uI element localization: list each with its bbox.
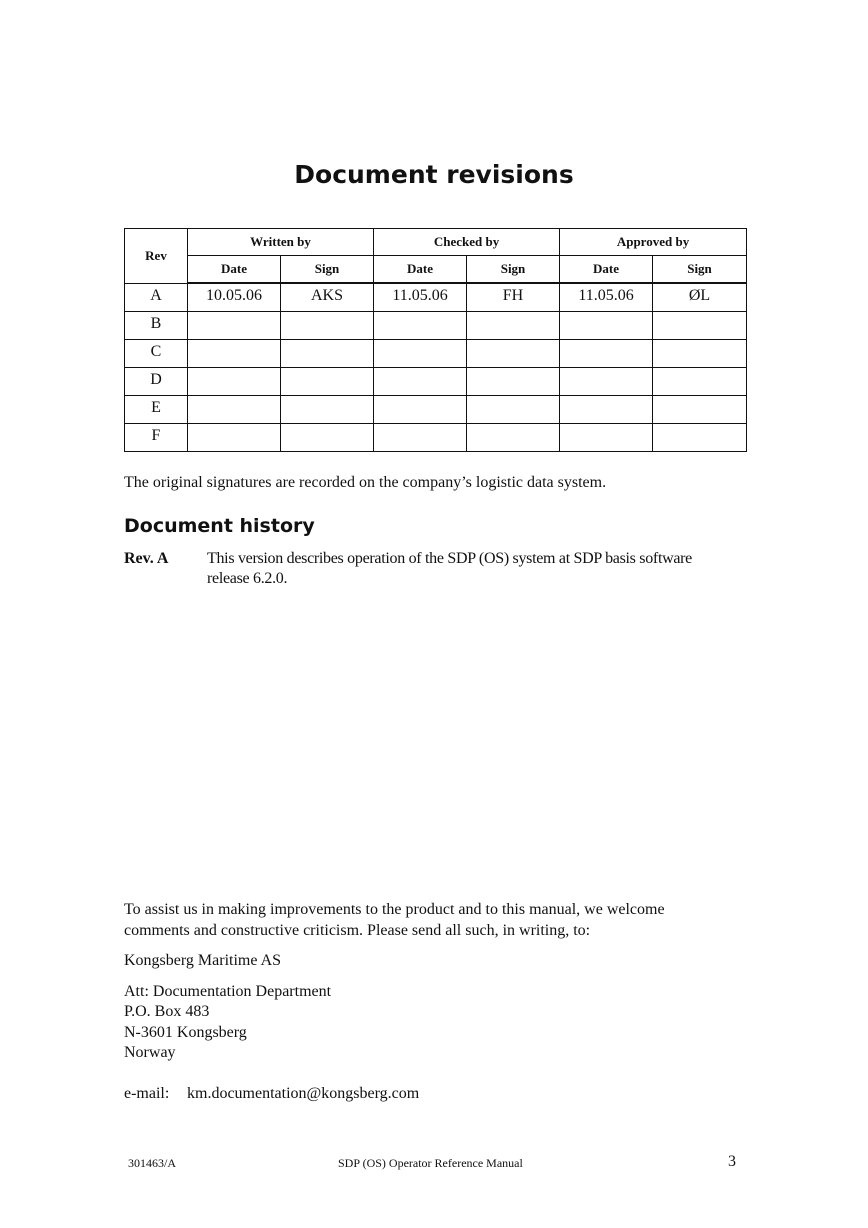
- address-line: Att: Documentation Department: [124, 982, 332, 1000]
- table-cell: 11.05.06: [374, 283, 467, 311]
- table-cell: [467, 311, 560, 339]
- history-entry-text: [207, 549, 747, 589]
- table-cell: [653, 367, 747, 395]
- table-cell: [653, 339, 747, 367]
- column-header: Sign: [653, 256, 747, 284]
- table-cell: [281, 339, 374, 367]
- table-cell: F: [125, 423, 188, 451]
- table-cell: [281, 395, 374, 423]
- table-row: [125, 395, 747, 423]
- table-subheader-row: [125, 256, 747, 284]
- table-row: [125, 423, 747, 451]
- table-cell: [560, 339, 653, 367]
- email-line: [124, 1084, 764, 1105]
- table-cell: B: [125, 311, 188, 339]
- table-cell: [374, 367, 467, 395]
- table-cell: [467, 367, 560, 395]
- contact-intro-line: comments and constructive criticism. Please send all such, in writing, to:: [124, 921, 591, 939]
- table-cell: [653, 423, 747, 451]
- table-cell: [560, 395, 653, 423]
- approved-by-header: Approved by: [560, 229, 747, 256]
- email-address: km.documentation@kongsberg.com: [187, 1084, 420, 1102]
- address-line: N-3601 Kongsberg: [124, 1023, 247, 1041]
- address-line: P.O. Box 483: [124, 1003, 210, 1020]
- signature-note: The original signatures are recorded on the company’s logistic data system.: [124, 474, 607, 491]
- column-header: Sign: [467, 256, 560, 284]
- checked-by-header: Checked by: [374, 229, 560, 256]
- written-by-header: Written by: [188, 229, 374, 256]
- document-number: 301463/A: [128, 1156, 176, 1170]
- table-cell: [374, 339, 467, 367]
- table-cell: [281, 311, 374, 339]
- table-cell: [281, 423, 374, 451]
- manual-title: SDP (OS) Operator Reference Manual: [338, 1156, 523, 1170]
- history-entry-line: This version describes operation of the SDP (OS) system at SDP basis software: [207, 550, 692, 567]
- table-row: [125, 339, 747, 367]
- table-row: [125, 283, 747, 311]
- table-cell: [374, 311, 467, 339]
- page-number: 3: [728, 1153, 736, 1170]
- table-cell: [560, 423, 653, 451]
- address-line: Norway: [124, 1044, 176, 1061]
- column-header: Date: [188, 256, 281, 284]
- revisions-table: [124, 228, 747, 452]
- table-cell: [374, 423, 467, 451]
- table-cell: [560, 311, 653, 339]
- rev-column-header: Rev: [125, 229, 188, 284]
- table-cell: A: [125, 283, 188, 311]
- table-cell: 10.05.06: [188, 283, 281, 311]
- table-cell: [188, 423, 281, 451]
- table-cell: [467, 423, 560, 451]
- table-cell: E: [125, 395, 188, 423]
- contact-intro-line: To assist us in making improvements to the product and to this manual, we welcome: [124, 901, 665, 918]
- table-cell: [560, 367, 653, 395]
- history-entry-label: Rev. A: [124, 550, 169, 567]
- table-cell: [281, 367, 374, 395]
- page-title: Document revisions: [294, 160, 574, 189]
- company-name: Kongsberg Maritime AS: [124, 952, 282, 969]
- table-cell: ØL: [653, 283, 747, 311]
- table-cell: [188, 395, 281, 423]
- table-cell: [188, 311, 281, 339]
- email-label: e-mail:: [124, 1084, 170, 1102]
- table-cell: [653, 395, 747, 423]
- table-group-header-row: [125, 229, 747, 256]
- contact-block: [124, 900, 764, 1104]
- column-header: Date: [374, 256, 467, 284]
- table-cell: FH: [467, 283, 560, 311]
- table-cell: AKS: [281, 283, 374, 311]
- table-row: [125, 311, 747, 339]
- column-header: Sign: [281, 256, 374, 284]
- column-header: Date: [560, 256, 653, 284]
- table-cell: 11.05.06: [560, 283, 653, 311]
- history-entry-line: release 6.2.0.: [207, 570, 288, 587]
- table-cell: [653, 311, 747, 339]
- table-row: [125, 367, 747, 395]
- history-title: Document history: [124, 515, 315, 537]
- table-cell: C: [125, 339, 188, 367]
- table-cell: [467, 395, 560, 423]
- table-cell: [188, 339, 281, 367]
- table-cell: D: [125, 367, 188, 395]
- table-cell: [467, 339, 560, 367]
- table-cell: [374, 395, 467, 423]
- table-cell: [188, 367, 281, 395]
